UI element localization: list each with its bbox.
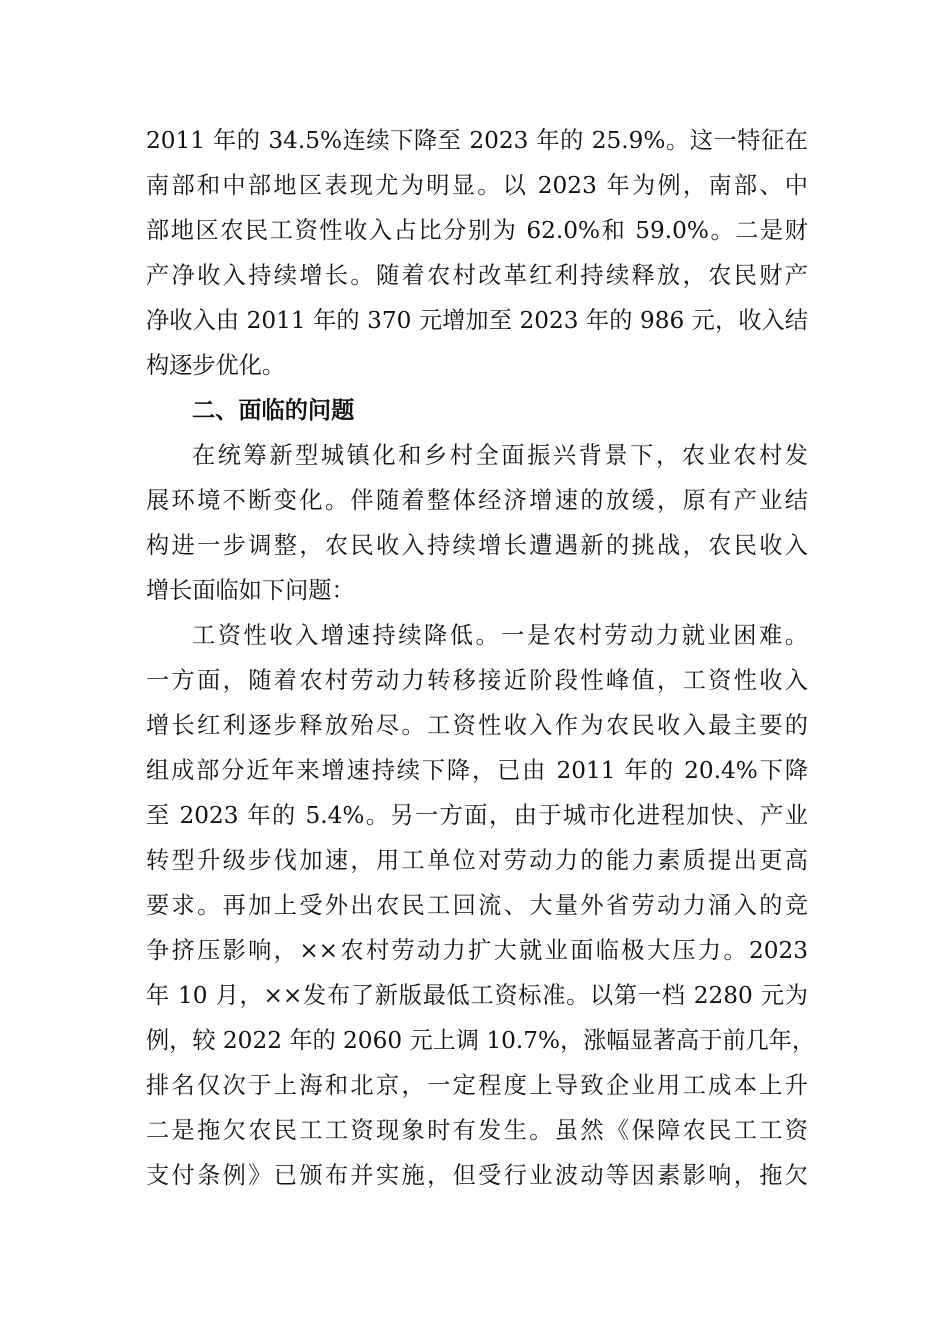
text-line: 展环境不断变化。伴随着整体经济增速的放缓，原有产业结 <box>146 487 808 514</box>
text-line: 2011 年的 34.5%连续下降至 2023 年的 25.9%。这一特征在 <box>146 127 808 154</box>
text-line: 部地区农民工资性收入占比分别为 62.0%和 59.0%。二是财 <box>146 217 808 244</box>
text-line: 净收入由 2011 年的 370 元增加至 2023 年的 986 元，收入结 <box>146 307 808 334</box>
text-line: 组成部分近年来增速持续下降，已由 2011 年的 20.4%下降 <box>146 757 808 784</box>
text-line: 争挤压影响，××农村劳动力扩大就业面临极大压力。2023 <box>146 937 808 964</box>
text-line: 转型升级步伐加速，用工单位对劳动力的能力素质提出更高 <box>146 847 808 874</box>
text-line: 一方面，随着农村劳动力转移接近阶段性峰值，工资性收入 <box>146 667 808 694</box>
paragraph <box>146 118 808 388</box>
text-line: 增长红利逐步释放殆尽。工资性收入作为农民收入最主要的 <box>146 712 808 739</box>
text-line: 排名仅次于上海和北京，一定程度上导致企业用工成本上升 <box>146 1072 808 1099</box>
document-page <box>146 118 816 1198</box>
paragraph <box>146 433 808 613</box>
text-line: 要求。再加上受外出农民工回流、大量外省劳动力涌入的竞 <box>146 892 808 919</box>
text-line: 至 2023 年的 5.4%。另一方面，由于城市化进程加快、产业 <box>146 802 808 829</box>
text-line: 产净收入持续增长。随着农村改革红利持续释放，农民财产 <box>146 262 808 289</box>
text-line: 例，较 2022 年的 2060 元上调 10.7%，涨幅显著高于前几年， <box>146 1027 816 1054</box>
text-line: 南部和中部地区表现尤为明显。以 2023 年为例，南部、中 <box>146 172 808 199</box>
text-line: 年 10 月，××发布了新版最低工资标准。以第一档 2280 元为 <box>146 982 808 1009</box>
text-line: 在统筹新型城镇化和乡村全面振兴背景下，农业农村发 <box>192 442 808 469</box>
text-line: 增长面临如下问题： <box>146 577 355 604</box>
text-line: 构进一步调整，农民收入持续增长遭遇新的挑战，农民收入 <box>146 532 808 559</box>
text-line: 支付条例》已颁布并实施，但受行业波动等因素影响，拖欠 <box>146 1162 808 1189</box>
text-line: 二是拖欠农民工工资现象时有发生。虽然《保障农民工工资 <box>146 1117 808 1144</box>
text-line: 工资性收入增速持续降低。一是农村劳动力就业困难。 <box>192 622 808 649</box>
text-line: 构逐步优化。 <box>146 352 286 379</box>
section-heading: 二、面临的问题 <box>192 397 355 424</box>
paragraph <box>146 613 816 1198</box>
